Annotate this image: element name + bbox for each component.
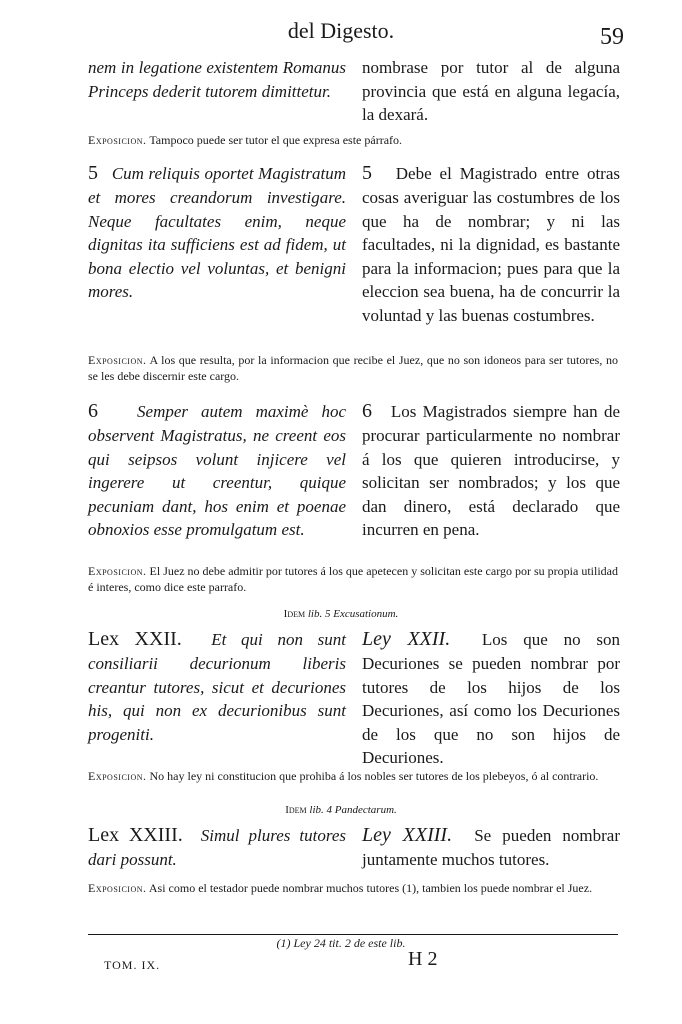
latin-text: nem in legatione existentem Romanus Princeps dederit tutorem dimittetur. — [88, 58, 346, 101]
lex-heading: Lex XXIII. — [88, 824, 183, 846]
exposicion-label: Exposicion. — [88, 353, 147, 367]
source-reference — [0, 608, 682, 620]
exposicion — [88, 880, 618, 896]
paragraph-number: 5 — [88, 162, 98, 184]
spanish-text: Los que no son Decuriones se pueden nombrar por tutores de los hijos de los Decuriones, así como los Decuriones de los que no son hijos de Decuriones. — [362, 630, 621, 767]
paragraph-number: 6 — [362, 400, 372, 422]
spanish-ley-xxiii — [362, 822, 620, 872]
exposicion-text: Asi como el testador puede nombrar muchos tutores (1), tambien los puede nombrar el Juez. — [148, 881, 593, 895]
exposicion-label: Exposicion. — [88, 133, 147, 147]
spanish-text: Se pueden nombrar juntamente muchos tutores. — [362, 826, 621, 869]
exposicion-text: Tampoco puede ser tutor el que expresa este párrafo. — [149, 133, 403, 147]
latin-paragraph-6 — [88, 398, 346, 542]
paragraph-number: 5 — [362, 162, 372, 184]
exposicion-text: El Juez no debe admitir por tutores á los que apetecen y solicitan este cargo por su propia utilidad é interes, como dice este parrafo. — [88, 564, 618, 594]
exposicion-label: Exposicion. — [88, 564, 147, 578]
idem-label: Idem — [283, 608, 306, 620]
footnote-rule — [88, 934, 618, 935]
exposicion-text: No hay ley ni constitucion que prohiba á los nobles ser tutores de los plebeyos, ó al contrario. — [149, 769, 599, 783]
latin-paragraph-5 — [88, 160, 346, 304]
running-head: del Digesto. — [287, 18, 395, 43]
exposicion-label: Exposicion. — [88, 881, 147, 895]
source-reference — [0, 804, 682, 816]
ley-heading: Ley XXII. — [362, 628, 451, 650]
ley-heading: Ley XXIII. — [362, 824, 453, 846]
latin-lex-xxii — [88, 626, 346, 746]
latin-lex-xxiii — [88, 822, 346, 872]
signature-mark: H 2 — [408, 948, 438, 970]
spanish-ley-xxii — [362, 626, 620, 770]
latin-text: Semper autem maximè hoc observent Magistratus, ne creent eos qui seipsos volunt injicere vel ingerere ut creentur, quique pecuniam dant, hos enim et poenae obnoxios esse promulgatum est. — [88, 402, 346, 539]
exposicion — [88, 132, 618, 148]
exposicion — [88, 563, 618, 595]
exposicion-text: A los que resulta, por la informacion que recibe el Juez, que no son idoneos para ser tutores, no se les debe discernir este cargo. — [88, 353, 618, 383]
idem-reference: lib. 5 Excusationum. — [307, 608, 399, 620]
spanish-text: nombrase por tutor al de alguna provincia que está en alguna legacía, la dexará. — [362, 58, 620, 124]
exposicion — [88, 352, 618, 384]
latin-text: Et qui non sunt consiliarii decurionum liberis creantur tutores, sicut et decuriones his, qui non ex decurionibus sunt progeniti. — [88, 630, 346, 744]
footnote: (1) Ley 24 tit. 2 de este lib. — [276, 936, 406, 950]
volume-label: TOM. IX. — [104, 958, 161, 972]
idem-reference: lib. 4 Pandectarum. — [309, 804, 397, 816]
lex-heading: Lex XXII. — [88, 628, 182, 650]
exposicion-label: Exposicion. — [88, 769, 147, 783]
page-number: 59 — [600, 24, 624, 50]
exposicion — [88, 768, 618, 784]
latin-text: Simul plures tutores dari possunt. — [88, 826, 347, 869]
spanish-text: Debe el Magistrado entre otras cosas averiguar las costumbres de los que ha de nombrar; y ni las facultades, ni la dignidad, es bastante para la informacion; pues para que la eleccion sea buena, ha de concurrir la voluntad y las buenas costumbres. — [362, 164, 620, 325]
latin-text: Cum reliquis oportet Magistratum et mores creandorum investigare. Neque facultates enim, neque dignitas ita sufficiens est ad fidem, ut bona electio vel voluntas, et benigni mores. — [88, 164, 346, 301]
spanish-paragraph-5 — [362, 160, 620, 327]
spanish-paragraph-6 — [362, 398, 620, 542]
spanish-text: Los Magistrados siempre han de procurar particularmente no nombrar á los que quieren introducirse, y solicitan ser nombrados; y los que dan dinero, está declarado que incurren en pena. — [362, 402, 621, 539]
idem-label: Idem — [285, 804, 307, 816]
paragraph-number: 6 — [88, 400, 98, 422]
